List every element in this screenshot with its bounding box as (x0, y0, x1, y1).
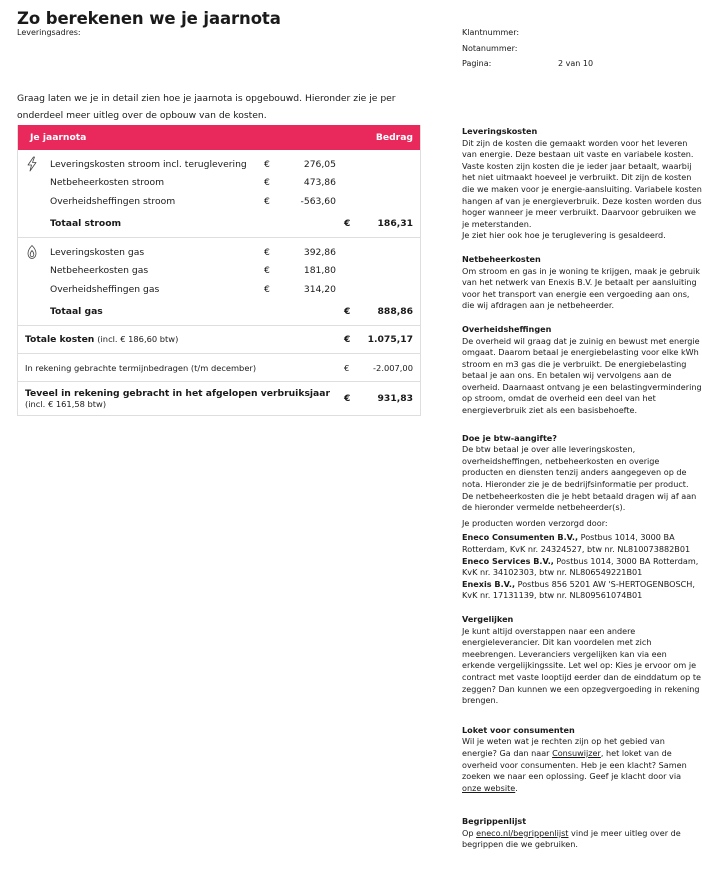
table-row: Overheidsheffingen stroom € -563,60 (50, 195, 336, 207)
table-row: Netbeheerkosten stroom € 473,86 (50, 177, 336, 189)
meta-customer-number: Klantnummer: (462, 28, 520, 37)
table-row: Netbeheerkosten gas € 181,80 (50, 265, 336, 277)
delivery-address-label: Leveringsadres: (17, 28, 81, 37)
table-row: Leveringskosten gas € 392,86 (18, 243, 420, 262)
electricity-total-row: Totaal stroom € 186,31 (50, 218, 413, 230)
total-costs-label: Totale kosten (25, 334, 95, 345)
installments-label: In rekening gebrachte termijnbedragen (t/m december) (25, 362, 257, 373)
section-leveringskosten: Leveringskosten Dit zijn de kosten die gemaakt worden voor het leveren van energie. Deze bestaan uit vaste en variabele kosten. Vaste kosten zijn kosten die je ieder jaar betaalt, waarbij het niet uitmaakt hoeveel je verbruikt. Dit zijn de kosten die we maken voor je energie-aansluiting. Variabele kosten hangen af van je energieverbruik. Deze kosten worden dus hoger wanneer je meer verbruikt. Daarvoor gebruiken we je meterstanden. Je ziet hier ook hoe je teruglevering is gesaldeerd. (462, 126, 702, 241)
lightning-icon (24, 156, 40, 172)
document-meta (462, 28, 593, 75)
complaint-website-link[interactable]: onze website (462, 782, 516, 793)
company-enexis: Enexis B.V., Postbus 856 5201 AW 'S-HERTOGENBOSCH, KvK nr. 17131139, btw nr. NL809561074B01 (462, 578, 695, 601)
gas-flame-icon (24, 244, 40, 260)
result-amount: 931,83 (377, 393, 413, 404)
gas-total-row: Totaal gas € 888,86 (50, 306, 413, 318)
invoice-table (17, 125, 421, 416)
meta-page: Pagina: 2 van 10 (462, 59, 594, 68)
company-eneco-consumenten: Eneco Consumenten B.V., Postbus 1014, 3000 BA Rotterdam, KvK nr. 24324527, btw nr. NL810073882B01 (462, 532, 691, 554)
installments-amount: -2.007,00 (373, 362, 413, 373)
total-costs-vat-note: (incl. € 186,60 btw) (97, 334, 179, 344)
consuwijzer-link[interactable]: Consuwijzer (552, 747, 601, 758)
total-costs-row: Totale kosten (incl. € 186,60 btw) € 1.075,17 (18, 326, 420, 354)
intro-text: Graag laten we je in detail zien hoe je jaarnota is opgebouwd. Hieronder zie je per onderdeel meer uitleg over de opbouw van de kosten. (17, 93, 396, 121)
total-costs-amount: 1.075,17 (367, 334, 413, 345)
header-label: Je jaarnota (30, 132, 87, 143)
result-label: Teveel in rekening gebracht in het afgelopen verbruiksjaar (25, 387, 330, 399)
electricity-group (18, 150, 420, 238)
table-header (18, 125, 420, 150)
result-vat-note: (incl. € 161,58 btw) (25, 398, 107, 409)
result-row: Teveel in rekening gebracht in het afgelopen verbruiksjaar (incl. € 161,58 btw) € 931,83 (25, 387, 413, 409)
glossary-link[interactable]: eneco.nl/begrippenlijst (476, 827, 569, 838)
table-row: Overheidsheffingen gas € 314,20 (50, 283, 336, 295)
installments-row: In rekening gebrachte termijnbedragen (t/m december) € -2.007,00 (18, 354, 420, 382)
section-loket: Loket voor consumenten Wil je weten wat je rechten zijn op het gebied van energie? Ga dan naar Consuwijzer, het loket van de overheid voor consumenten. Heb je een klacht? Samen zoeken we naar een oplossing. Geef je klacht door via onze website. (462, 724, 687, 793)
section-overheidsheffingen: Overheidsheffingen De overheid wil graag dat je zuinig en bewust met energie omgaat. Daarom betaal je energiebelasting voor elke kWh stroom en m3 gas die je verbruikt. De energiebelasting betaal je aan ons. En betalen wij vervolgens aan de overheid. Daarnaast ontvang je een belastingvermindering op stroom, omdat de overheid een deel van het energieverbruik ziet als een basisbehoefte. (462, 323, 702, 416)
page-title: Zo berekenen we je jaarnota (17, 9, 281, 28)
table-row: Leveringskosten stroom incl. teruglevering € 276,05 (18, 155, 420, 174)
gas-group (18, 238, 420, 326)
section-begrippenlijst: Begrippenlijst Op eneco.nl/begrippenlijst vind je meer uitleg over de begrippen die we gebruiken. (462, 816, 681, 850)
section-vergelijken: Vergelijken Je kunt altijd overstappen naar een andere energieleverancier. Dit kan voordelen met zich meebrengen. Leveranciers vergelijken kan via een erkende vergelijkingssite. Let wel op: Kies je ervoor om je contract met vaste looptijd eerder dan de einddatum op te zeggen? Dan kunnen we een opzegvergoeding in rekening brengen. (462, 613, 701, 706)
company-eneco-services: Eneco Services B.V., Postbus 1014, 3000 BA Rotterdam, KvK nr. 34102303, btw nr. NL806549221B01 (462, 555, 699, 578)
meta-invoice-number: Notanummer: (462, 43, 518, 53)
section-netbeheerkosten: Netbeheerkosten Om stroom en gas in je woning te krijgen, maak je gebruik van het netwerk van Enexis B.V. Je betaalt per aansluiting voor het transport van energie een vergoeding aan ons, die wij afdragen aan je netbeheerder. (462, 253, 700, 311)
section-btw: Doe je btw-aangifte? De btw betaal je over alle leveringskosten, overheidsheffingen, netbeheerkosten en overige producten en diensten tenzij anders aangegeven op de nota. Hieronder zie je de bedrijfsinformatie per product. De netbeheerkosten die je hebt betaald dragen wij af aan de hieronder vermelde netbeheerder(s). Je producten worden verzorgd door: Eneco Consumenten B.V., Postbus 1014, 3000 BA Rotterdam, KvK nr. 24324527, btw nr. NL810073882B01 Eneco Services B.V., Postbus 1014, 3000 BA Rotterdam, KvK nr. 34102303, btw nr. NL806549221B01 Enexis B.V., Postbus 856 5201 AW 'S-HERTOGENBOSCH, KvK nr. 17131139, btw nr. NL809561074B01 (462, 433, 702, 602)
header-amount: Bedrag (375, 132, 413, 143)
explanation-sidebar (462, 126, 702, 863)
